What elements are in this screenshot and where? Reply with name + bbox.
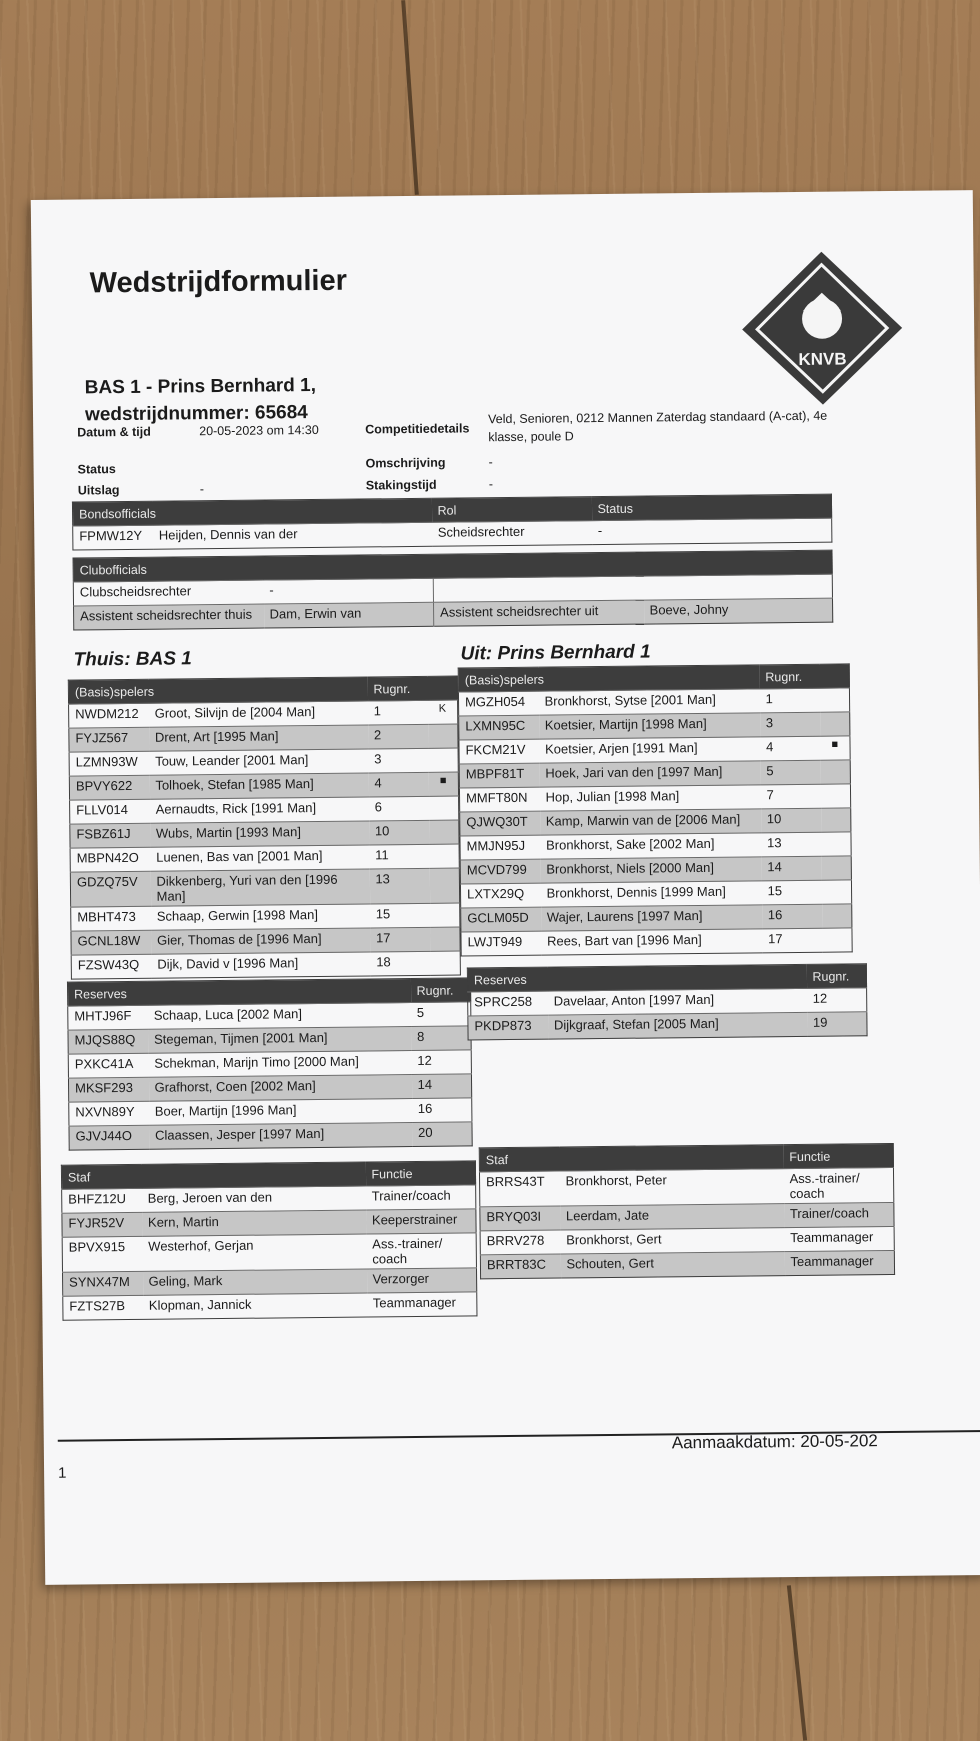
shirt-number: 7	[760, 784, 820, 809]
table-row	[480, 1250, 894, 1278]
player-name: Stegeman, Tijmen [2001 Man]	[148, 1027, 411, 1054]
player-code: MBPN42O	[70, 847, 150, 872]
shirt-number: 20	[412, 1122, 472, 1147]
player-name: Schaap, Gerwin [1998 Man]	[151, 904, 370, 930]
player-mark	[821, 856, 851, 880]
omschrijving-value: -	[488, 455, 493, 470]
player-code: NXVN89Y	[69, 1101, 149, 1126]
away-staff-header: Staf	[479, 1145, 783, 1172]
player-code: PKDP873	[468, 1015, 548, 1040]
table-row	[62, 1233, 476, 1272]
rol-header: Rol	[431, 497, 591, 523]
away-players-section	[458, 663, 853, 956]
staff-function: Verzorger	[366, 1268, 476, 1293]
player-mark	[428, 748, 458, 772]
staff-name: Kern, Martin	[142, 1210, 366, 1236]
official-status: -	[592, 518, 832, 545]
club-person: Dam, Erwin van	[264, 602, 434, 628]
shirt-number: 10	[761, 808, 821, 833]
player-mark	[428, 724, 458, 748]
player-name: Tolhoek, Stefan [1985 Man]	[149, 773, 368, 799]
away-reserves-table	[467, 963, 868, 1040]
shirt-number: 16	[762, 904, 822, 929]
player-name: Bronkhorst, Sytse [2001 Man]	[538, 689, 759, 715]
shirt-number: 17	[370, 927, 430, 952]
staff-code: BPVX915	[62, 1236, 142, 1272]
player-name: Boer, Martijn [1996 Man]	[149, 1099, 412, 1126]
shirt-number: 11	[369, 844, 429, 869]
player-code: GDZQ75V	[70, 871, 150, 907]
player-mark	[821, 808, 851, 832]
staff-code: BRRT83C	[480, 1254, 560, 1279]
player-code: MMJN95J	[460, 835, 540, 860]
away-nr-header: Rugnr.	[759, 664, 849, 689]
staff-function: Ass.-trainer/ coach	[783, 1167, 893, 1203]
player-code: NWDM212	[69, 703, 149, 728]
home-reserves-header: Reserves	[67, 979, 410, 1007]
home-reserves-section	[67, 977, 473, 1150]
player-mark	[821, 880, 851, 904]
staff-code: FYJR52V	[62, 1212, 142, 1237]
table-row	[461, 928, 852, 956]
table-row	[69, 1122, 472, 1150]
player-code: MCVD799	[460, 859, 540, 884]
player-mark	[429, 844, 459, 868]
staff-code: BRYQ03I	[480, 1206, 560, 1231]
staff-name: Berg, Jeroen van den	[142, 1186, 366, 1212]
datum-value: 20-05-2023 om 14:30	[199, 422, 319, 439]
player-name: Wubs, Martin [1993 Man]	[150, 821, 369, 847]
staff-code: SYNX47M	[63, 1271, 143, 1296]
player-name: Drent, Art [1995 Man]	[149, 725, 368, 751]
match-form-sheet	[31, 190, 980, 1585]
staff-name: Klopman, Jannick	[143, 1293, 367, 1319]
home-staff-section	[61, 1160, 478, 1320]
player-name: Davelaar, Anton [1997 Man]	[548, 988, 807, 1015]
staff-code: FZTS27B	[63, 1295, 143, 1320]
staff-name: Geling, Mark	[142, 1269, 366, 1295]
table-row	[70, 868, 459, 907]
shirt-number: 16	[412, 1098, 472, 1123]
shirt-number: 15	[761, 880, 821, 905]
player-mark: K	[428, 700, 458, 724]
player-name: Koetsier, Arjen [1991 Man]	[539, 737, 760, 763]
player-mark	[429, 820, 459, 844]
player-code: FLLV014	[70, 799, 150, 824]
match-title: BAS 1 - Prins Bernhard 1, wedstrijdnummer: 65684	[84, 374, 317, 426]
home-players-section	[68, 676, 461, 980]
clubofficials-header: Clubofficials	[73, 550, 832, 582]
staking-label: Stakingstijd	[365, 477, 437, 493]
floor-plank-seam	[401, 0, 419, 195]
home-staff-header: Staf	[61, 1162, 365, 1189]
shirt-number: 13	[761, 832, 821, 857]
shirt-number: 8	[411, 1026, 471, 1051]
player-mark	[430, 903, 460, 927]
player-mark: ■	[428, 772, 458, 796]
player-name: Bronkhorst, Dennis [1999 Man]	[540, 881, 761, 907]
away-functie-header: Functie	[783, 1143, 893, 1168]
staff-name: Westerhof, Gerjan	[142, 1234, 366, 1271]
shirt-number: 15	[370, 903, 430, 928]
official-role: Scheidsrechter	[432, 521, 592, 547]
player-name: Hop, Julian [1998 Man]	[539, 785, 760, 811]
clubofficials-table	[73, 550, 834, 631]
player-code: LZMN93W	[69, 751, 149, 776]
home-staff-table	[61, 1160, 478, 1320]
player-code: LXMN95C	[459, 715, 539, 740]
club-role: Clubscheidsrechter	[73, 580, 263, 606]
player-mark	[822, 928, 852, 952]
club-person: Boeve, Johny	[643, 598, 832, 624]
player-name: Aernaudts, Rick [1991 Man]	[150, 797, 369, 823]
status-label: Status	[77, 462, 116, 477]
player-code: MBHT473	[71, 906, 151, 931]
player-mark	[822, 904, 852, 928]
player-code: GCLM05D	[461, 907, 541, 932]
player-code: MHTJ96F	[68, 1005, 148, 1030]
player-mark	[821, 832, 851, 856]
player-code: PXKC41A	[68, 1053, 148, 1078]
player-name: Groot, Silvijn de [2004 Man]	[149, 701, 368, 727]
shirt-number: 5	[760, 760, 820, 785]
clubofficials-section	[73, 550, 834, 631]
player-name: Bronkhorst, Niels [2000 Man]	[540, 857, 761, 883]
player-mark	[430, 951, 460, 975]
player-code: QJWQ30T	[460, 811, 540, 836]
uitslag-label: Uitslag	[77, 483, 120, 498]
creation-date: Aanmaakdatum: 20-05-202	[671, 1431, 878, 1453]
player-code: MBPF81T	[459, 763, 539, 788]
player-name: Dikkenberg, Yuri van den [1996 Man]	[150, 869, 369, 906]
shirt-number: 2	[368, 724, 428, 749]
home-reserves-table	[67, 977, 473, 1150]
shirt-number: 3	[368, 748, 428, 773]
club-role: Assistent scheidsrechter uit	[434, 600, 644, 626]
player-code: FYJZ567	[69, 727, 149, 752]
staff-function: Teammanager	[784, 1250, 894, 1275]
away-players-table	[458, 663, 853, 956]
floor-plank-seam	[787, 1585, 807, 1741]
away-reserves-nr-header: Rugnr.	[806, 964, 866, 989]
shirt-number: 5	[411, 1002, 471, 1027]
player-code: GJVJ44O	[69, 1125, 149, 1150]
player-mark	[820, 712, 850, 736]
player-name: Dijkgraaf, Stefan [2005 Man]	[548, 1012, 807, 1039]
player-code: MJQS88Q	[68, 1029, 148, 1054]
staff-function: Keeperstrainer	[366, 1209, 476, 1234]
player-name: Luenen, Bas van [2001 Man]	[150, 845, 369, 871]
player-code: LWJT949	[461, 931, 541, 956]
shirt-number: 3	[760, 712, 820, 737]
shirt-number: 6	[369, 796, 429, 821]
player-code: MKSF293	[68, 1077, 148, 1102]
home-functie-header: Functie	[365, 1161, 475, 1186]
official-name: Heijden, Dennis van der	[153, 522, 432, 549]
uitslag-value: -	[199, 482, 205, 497]
player-code: MMFT80N	[459, 787, 539, 812]
staff-function: Trainer/coach	[366, 1185, 476, 1210]
player-name: Rees, Bart van [1996 Man]	[541, 929, 762, 955]
away-team-title: Uit: Prins Bernhard 1	[460, 641, 651, 665]
staff-name: Leerdam, Jate	[560, 1204, 784, 1230]
club-role: Assistent scheidsrechter thuis	[74, 604, 264, 630]
player-mark	[429, 796, 459, 820]
staff-code: BRRS43T	[479, 1171, 559, 1207]
bondsofficials-header: Bondsofficials	[72, 498, 431, 526]
shirt-number: 14	[761, 856, 821, 881]
datum-label: Datum & tijd	[77, 424, 151, 440]
player-name: Bronkhorst, Sake [2002 Man]	[540, 833, 761, 859]
shirt-number: 1	[759, 688, 819, 713]
player-name: Gier, Thomas de [1996 Man]	[151, 928, 370, 954]
shirt-number: 18	[370, 951, 430, 976]
bondsofficials-section	[72, 494, 832, 551]
player-code: FZSW43Q	[71, 954, 151, 979]
player-mark	[820, 760, 850, 784]
player-mark	[429, 868, 459, 903]
competitie-value: Veld, Senioren, 0212 Mannen Zaterdag standaard (A-cat), 4e klasse, poule D	[488, 408, 828, 445]
club-role	[433, 576, 643, 602]
official-code: FPMW12Y	[73, 525, 153, 550]
player-name: Kamp, Marwin van de [2006 Man]	[540, 809, 761, 835]
svg-text:KNVB: KNVB	[798, 349, 847, 369]
away-reserves-section	[467, 963, 868, 1040]
staff-function: Teammanager	[784, 1226, 894, 1251]
form-title: Wedstrijdformulier	[89, 264, 348, 300]
staff-name: Bronkhorst, Gert	[560, 1228, 784, 1254]
page-number: 1	[58, 1464, 67, 1482]
home-players-header: (Basis)spelers	[68, 677, 367, 704]
staff-code: BRRV278	[480, 1230, 560, 1255]
staff-code: BHFZ12U	[62, 1188, 142, 1213]
table-row	[479, 1167, 893, 1206]
table-row	[468, 1012, 867, 1040]
player-name: Grafhorst, Coen [2002 Man]	[148, 1075, 411, 1102]
staff-function: Ass.-trainer/ coach	[366, 1233, 476, 1269]
player-name: Dijk, David v [1996 Man]	[151, 952, 370, 978]
player-code: GCNL18W	[71, 930, 151, 955]
home-players-table	[68, 676, 461, 980]
omschrijving-label: Omschrijving	[365, 455, 446, 471]
player-mark	[819, 688, 849, 712]
shirt-number: 14	[411, 1074, 471, 1099]
knvb-logo-icon	[736, 246, 908, 408]
player-code: SPRC258	[468, 991, 548, 1016]
player-name: Touw, Leander [2001 Man]	[149, 749, 368, 775]
shirt-number: 12	[411, 1050, 471, 1075]
shirt-number: 13	[369, 868, 429, 904]
club-person	[643, 574, 832, 600]
player-code: FSBZ61J	[70, 823, 150, 848]
shirt-number: 19	[807, 1012, 867, 1037]
home-team-title: Thuis: BAS 1	[73, 648, 192, 671]
player-code: MGZH054	[458, 691, 538, 716]
shirt-number: 1	[368, 700, 428, 725]
shirt-number: 10	[369, 820, 429, 845]
staff-function: Trainer/coach	[784, 1202, 894, 1227]
staff-name: Bronkhorst, Peter	[559, 1169, 783, 1206]
staking-value: -	[488, 477, 494, 492]
staff-name: Schouten, Gert	[560, 1252, 784, 1278]
away-staff-table	[479, 1143, 895, 1279]
away-reserves-header: Reserves	[467, 964, 806, 992]
shirt-number: 4	[368, 772, 428, 797]
player-mark	[430, 927, 460, 951]
player-name: Schekman, Marijn Timo [2000 Man]	[148, 1051, 411, 1078]
away-players-header: (Basis)spelers	[458, 665, 759, 692]
player-name: Wajer, Laurens [1997 Man]	[541, 905, 762, 931]
home-reserves-nr-header: Rugnr.	[410, 978, 470, 1003]
table-row	[71, 951, 460, 979]
player-code: FKCM21V	[459, 739, 539, 764]
table-row	[63, 1292, 477, 1320]
away-staff-section	[479, 1143, 895, 1279]
competitie-label: Competitiedetails	[365, 421, 470, 437]
player-name: Hoek, Jari van den [1997 Man]	[539, 761, 760, 787]
status-header: Status	[591, 494, 831, 521]
club-person: -	[263, 578, 433, 604]
staff-function: Teammanager	[367, 1292, 477, 1317]
player-name: Koetsier, Martijn [1998 Man]	[539, 713, 760, 739]
shirt-number: 12	[807, 988, 867, 1013]
player-mark	[820, 784, 850, 808]
home-nr-header: Rugnr.	[367, 676, 457, 701]
player-name: Claassen, Jesper [1997 Man]	[149, 1123, 412, 1150]
shirt-number: 4	[760, 736, 820, 761]
player-code: LXTX29Q	[460, 883, 540, 908]
bondsofficials-table	[72, 494, 832, 551]
player-name: Schaap, Luca [2002 Man]	[148, 1003, 411, 1030]
player-mark: ■	[820, 736, 850, 760]
player-code: BPVY622	[69, 775, 149, 800]
shirt-number: 17	[762, 928, 822, 953]
